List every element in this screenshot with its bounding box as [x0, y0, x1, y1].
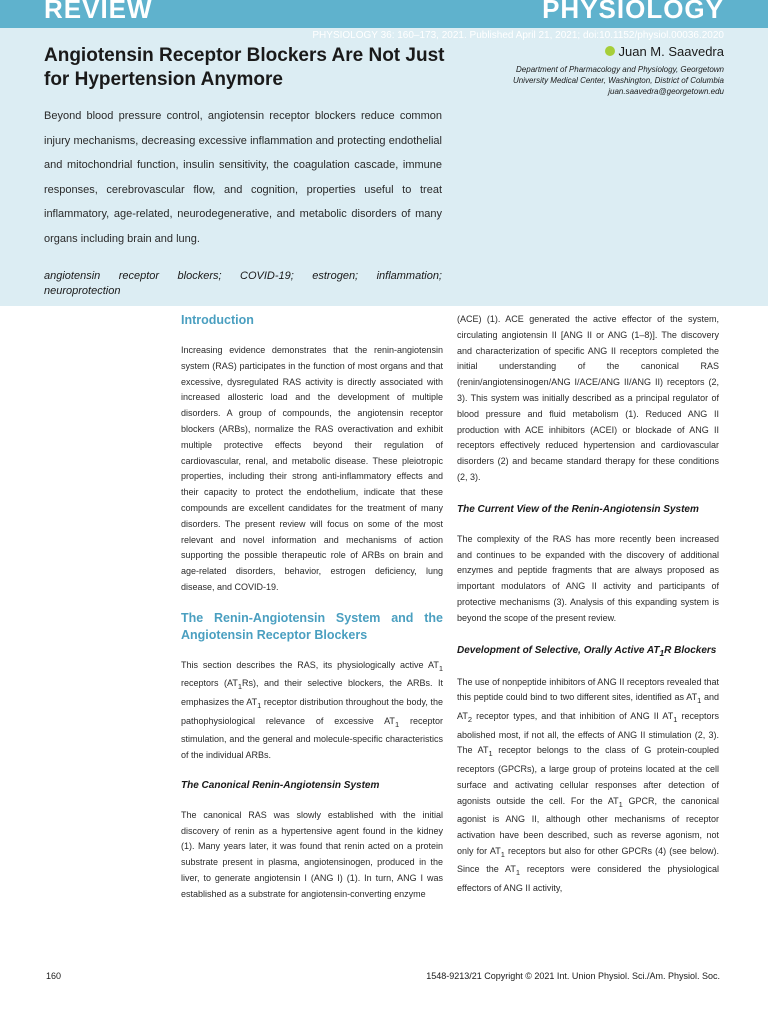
author-line [605, 44, 724, 59]
column-left [181, 312, 443, 903]
current-view-heading: The Current View of the Renin-Angiotensin System [457, 503, 699, 515]
ras-section-text: This section describes the RAS, its physiologically active $AT_1$ receptors $(AT_1Rs)$, and their selective blockers, the ARBs. It emphasizes the $AT_1$ receptor distribution throughout the body, the pathophysiological relevance of excessive $AT_1$ receptor stimulation, and the general and molecule-specific characteristics of the individual ARBs. [181, 659, 443, 760]
canonical-ras-text: The canonical RAS was slowly established with the initial discovery of renin as a hypertensive agent found in the kidney (1). Many years later, it was found that renin acted on a protein substrate present in plasma, angiotensinogen, produced in the liver, to generate angiotensin I (ANG I) (1). In turn, ANG I was established as a substrate for angiotensin-converting enzyme [181, 809, 443, 899]
copyright-line: 1548-9213/21 Copyright © 2021 Int. Union Physiol. Sci./Am. Physiol. Soc. [426, 971, 720, 981]
citation-line[interactable]: PHYSIOLOGY 36: 160–173, 2021. Published April 21, 2021; doi:10.1152/physiol.00036.2020 [312, 30, 724, 41]
ras-section-heading: The Renin-Angiotensin System and the Angiotensin Receptor Blockers [181, 610, 443, 642]
affiliation-line-2: University Medical Center, Washington, District of Columbia [512, 76, 724, 85]
author-email[interactable]: juan.saavedra@georgetown.edu [608, 87, 724, 96]
affiliation [424, 64, 724, 97]
author-name: Juan M. Saavedra [618, 44, 724, 59]
current-view-text: The complexity of the RAS has more recently been increased and continues to be expanded with the discovery of additional enzymes and peptide fragments that are always proposed as important modulators of ANG II activity and participants of protective mechanisms (3). Analysis of this expanding system is beyond the scope of the present review. [457, 533, 719, 623]
canonical-ras-heading: The Canonical Renin-Angiotensin System [181, 779, 380, 791]
review-label: REVIEW [44, 0, 153, 24]
development-heading: Development of Selective, Orally Active $AT_1R$ Blockers [457, 644, 717, 658]
page-number: 160 [46, 971, 62, 981]
keywords: angiotensin receptor blockers; COVID-19; estrogen; inflammation; neuroprotection [44, 270, 442, 297]
abstract: Beyond blood pressure control, angiotensin receptor blockers reduce common injury mechanisms, decreasing excessive inflammation and protecting endothelial and mitochondrial function, insulin sensitivity, the coagulation cascade, immune responses, cerebrovascular flow, and cognition, properties useful to treat inflammatory, age-related, neurodegenerative, and metabolic disorders of many organs including brain and lung. [44, 110, 442, 245]
column-right [457, 312, 719, 897]
continued-text: (ACE) (1). ACE generated the active effector of the system, circulating angiotensin II [ANG II or ANG (1–8)]. The discovery and characterization of specific ANG II receptors completed the initial understanding of the canonical RAS (renin/angiotensinogen/ANG I/ACE/ANG II/ANG II) receptors (2, 3). This system was initially described as a principal regulator of blood pressure and fluid metabolism (1). Reduced ANG II production with ACE inhibitors (ACEI) or blockade of ANG II receptors effectively reduced hypertension and cardiovascular disorders (2) and became standard therapy for these conditions (2, 3). [457, 314, 719, 482]
article-title: Angiotensin Receptor Blockers Are Not Just for Hypertension Anymore [44, 45, 445, 90]
orcid-icon[interactable] [605, 46, 615, 56]
introduction-heading: Introduction [181, 313, 254, 327]
affiliation-line-1: Department of Pharmacology and Physiology, Georgetown [516, 65, 724, 74]
development-text: The use of nonpeptide inhibitors of ANG II receptors revealed that this peptide could bind to two different sites, identified as $AT_1$ and $AT_2$ receptor types, and that inhibition of ANG II $AT_1$ receptors abolished most, if not all, the effects of ANG II stimulation (2, 3). The $AT_1$ receptor belongs to the class of G protein-coupled receptors (GPCRs), a large group of proteins located at the cell surface and activating cellular responses after detection of agonists outside the cell. For the $AT_1$ GPCR, the canonical agonist is ANG II, although other mechanisms of receptor activation have been described, such as reverse agonism, not only for $AT_1$ receptors but also for other GPCRs (4) (see below). Since the $AT_1$ receptors were considered the physiological effectors of ANG II activity, [457, 676, 719, 893]
top-bar [0, 0, 768, 28]
introduction-text: Increasing evidence demonstrates that the renin-angiotensin system (RAS) participates in the function of most organs and that excessive, dysregulated RAS activity is directly associated with increased allosteric load and the development of multiple disorders. A group of compounds, the angiotensin receptor blockers (ARBs), normalize the RAS overactivation and exhibit multiple protective effects beyond their regulation of cardiovascular, renal, and metabolic disease. These pleiotropic properties, including their strong anti-inflammatory effects and their capacity to protect the endothelium, indicate that these compounds are excellent candidates for the treatment of many disorders. The present review will focus on some of the most relevant and novel information and mechanisms of action supporting the possible therapeutic role of ARBs on brain and age-related disorders, behavior, estrogen deficiency, lung disease, and COVID-19. [181, 345, 443, 592]
journal-name: PHYSIOLOGY [542, 0, 724, 24]
